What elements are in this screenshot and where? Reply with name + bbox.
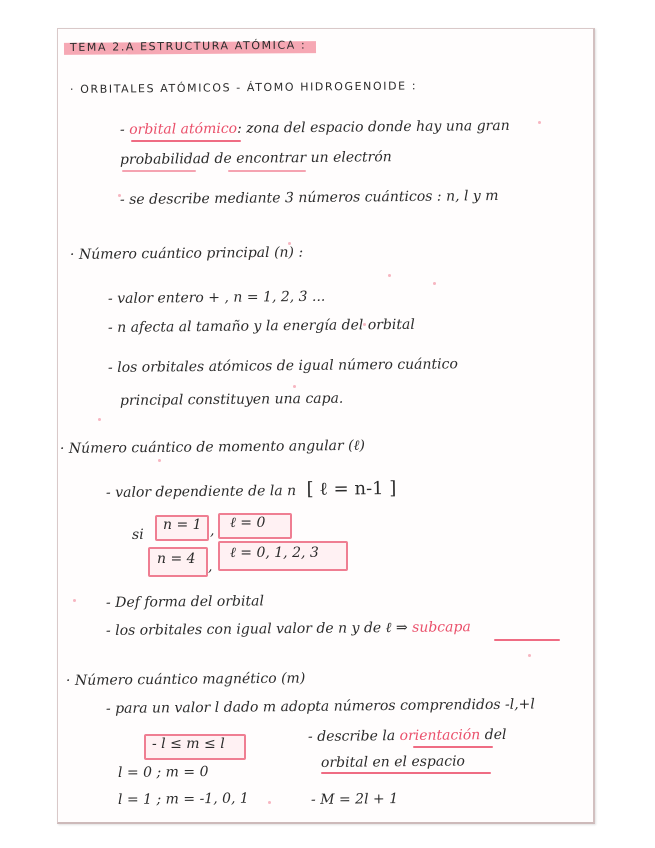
section-heading-principal: · Número cuántico principal (n) : [69,244,304,263]
comma: , [207,558,213,575]
term-underline [413,746,493,748]
page-title: TEMA 2.A ESTRUCTURA ATÓMICA : [69,38,307,54]
term-underline [321,772,491,774]
example-n4: n = 4 [157,551,196,567]
orbital-definition-line [120,118,510,138]
bullet-dash: - [119,121,130,138]
example-l0: ℓ = 0 [230,515,266,531]
magnetic-example-2: l = 1 ; m = -1, 0, 1 [117,790,249,808]
example-n1: n = 1 [163,517,202,533]
term-underline [131,140,241,142]
angular-bullet-3 [106,619,471,640]
orbital-definition-text: : zona del espacio donde hay una gran [236,117,510,137]
decor-dot [73,599,76,602]
angular-rule: [ ℓ = n-1 ] [306,477,397,500]
orientation-note-text: describe la [317,728,400,745]
notebook-page [57,28,595,824]
decor-dot [433,282,436,285]
section-heading-magnetic: · Número cuántico magnético (m) [65,670,306,689]
angular-bullet-3-text: - los orbitales con igual valor de n y de ℓ ⇒ [105,619,408,639]
orientation-note-line-2: orbital en el espacio [320,753,466,771]
angular-bullet-1 [106,478,397,502]
term-subcapa: subcapa [412,619,471,636]
decor-dot [528,654,531,657]
principal-bullet-2: - n afecta al tamaño y la energía del orbital [107,316,415,336]
section-heading-angular: · Número cuántico de momento angular (ℓ) [59,437,365,457]
orbital-definition-continuation: probabilidad de encontrar un electrón [119,149,392,168]
angular-bullet-2: - Def forma del orbital [105,593,264,611]
comma: , [209,522,215,539]
magnetic-example-1: l = 0 ; m = 0 [117,764,209,781]
decor-dot [158,459,161,462]
decor-dot [268,801,271,804]
term-underline [494,639,560,641]
orientation-note-line-1 [308,727,507,745]
term-orientacion: orientación [399,727,481,745]
decor-dot [293,385,296,388]
range-text: - l ≤ m ≤ l [152,736,225,752]
example-l-values: ℓ = 0, 1, 2, 3 [230,545,319,561]
principal-bullet-3: - los orbitales atómicos de igual número cuántico [107,356,458,376]
label-si: si [131,526,144,543]
magnetic-formula: - M = 2l + 1 [310,791,399,808]
angular-bullet-1-text: - valor dependiente de la n [105,483,297,501]
decor-dot [388,274,391,277]
principal-bullet-3-continuation: principal constituyen una capa. [119,390,344,409]
term-underline [228,170,306,172]
decor-dot [538,121,541,124]
magnetic-bullet-1: - para un valor l dado m adopta números comprendidos -l,+l [105,696,535,717]
term-orbital-atomico: orbital atómico [129,120,238,138]
decor-dot [98,418,101,421]
bullet-dash: - [307,728,318,745]
section-heading-orbitals: · ORBITALES ATÓMICOS - ÁTOMO HIDROGENOIDE : [69,79,418,96]
orientation-note-text-2: del [480,726,507,744]
quantum-numbers-line: - se describe mediante 3 números cuánticos : n, l y m [119,188,499,208]
term-underline [122,170,196,172]
principal-bullet-1: - valor entero + , n = 1, 2, 3 ... [107,288,326,307]
